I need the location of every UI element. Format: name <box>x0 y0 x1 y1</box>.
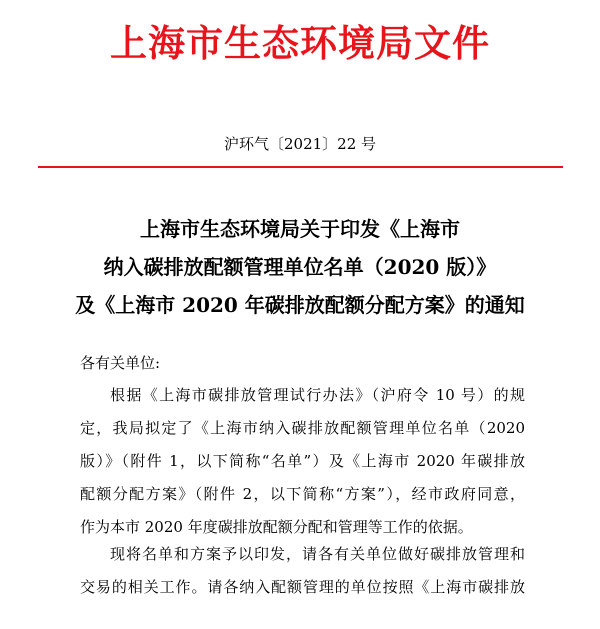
body-paragraph-2 <box>80 538 525 604</box>
body-paragraph-1 <box>80 379 525 544</box>
paragraph-line: 交易的相关工作。请各纳入配额管理的单位按照《上海市碳排放 <box>80 578 525 596</box>
notice-title-line-1: 上海市生态环境局关于印发《上海市 <box>140 217 460 241</box>
paragraph-line: 现将名单和方案予以印发，请各有关单位做好碳排放管理和 <box>110 545 525 563</box>
red-divider-line <box>38 166 563 168</box>
document-number: 沪环气〔2021〕22 号 <box>223 135 377 153</box>
paragraph-line: 定，我局拟定了《上海市纳入碳排放配额管理单位名单（2020 <box>80 419 525 437</box>
notice-title-line-2: 纳入碳排放配额管理单位名单（2020 版）》 <box>103 255 497 279</box>
salutation: 各有关单位: <box>80 354 161 372</box>
notice-title <box>0 210 600 324</box>
paragraph-line: 根据《上海市碳排放管理试行办法》（沪府令 10 号）的规 <box>110 386 525 404</box>
masthead-title: 上海市生态环境局文件 <box>110 21 490 65</box>
paragraph-line: 版）》（附件 1，以下简称“名单”）及《上海市 2020 年碳排放 <box>80 452 525 470</box>
notice-title-line-3: 及《上海市 2020 年碳排放配额分配方案》的通知 <box>75 293 525 317</box>
paragraph-line: 配额分配方案》（附件 2，以下简称“方案”），经市政府同意， <box>80 485 525 503</box>
paragraph-line: 作为本市 2020 年度碳排放配额分配和管理等工作的依据。 <box>80 518 473 536</box>
